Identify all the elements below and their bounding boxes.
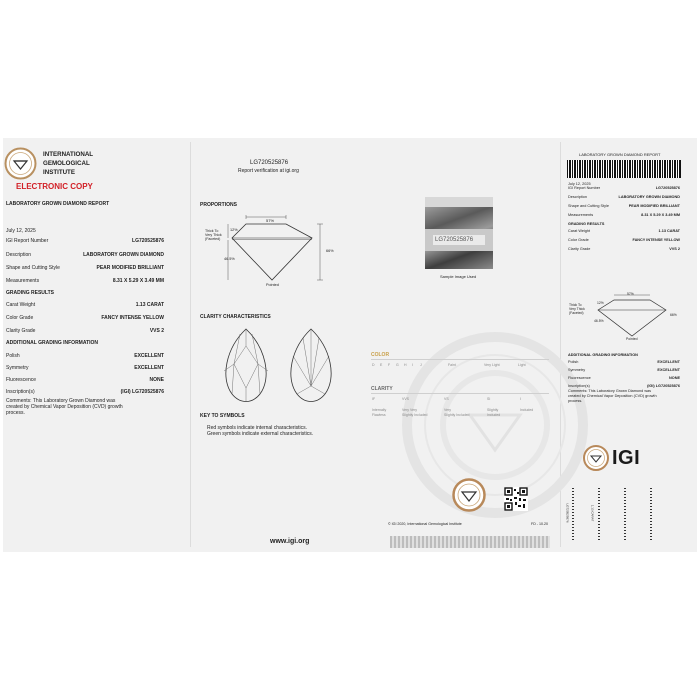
color-letter: D — [372, 363, 375, 367]
clarity-plot-pavilion — [283, 326, 339, 406]
row-label: Fluorescence — [6, 377, 37, 383]
right-grading-row-clarity — [568, 245, 680, 253]
right-comments-line3: process. — [568, 399, 583, 403]
color-word: Light — [518, 363, 526, 367]
color-letter: J — [420, 363, 422, 367]
girdle-label-2: Very Thick — [205, 233, 222, 237]
clarity-scale-line — [371, 393, 549, 394]
clarity-characteristics-title: CLARITY CHARACTERISTICS — [200, 314, 271, 320]
clarity-plot-crown — [218, 326, 274, 406]
row-label: Clarity Grade — [6, 328, 36, 334]
sample-image — [425, 197, 493, 269]
right-proportions-diagram — [594, 292, 674, 340]
right-grading-row-carat — [568, 227, 680, 235]
color-scale-title: COLOR — [371, 352, 390, 358]
row-label: Symmetry — [6, 365, 29, 371]
qr-code-icon — [504, 487, 528, 511]
row-label: Color Grade — [6, 315, 34, 321]
grading-row-carat — [6, 301, 164, 309]
igi-logo-text: IGI — [612, 447, 641, 469]
clarity-word: Flawless — [372, 413, 386, 417]
clarity-grade: I — [520, 397, 521, 401]
row-value: NONE — [669, 376, 680, 380]
row-label: Symmetry — [568, 368, 586, 372]
row-value: 1.13 CARAT — [658, 229, 680, 233]
right-info-row-measurements — [568, 211, 680, 219]
key-line-red: Red symbols indicate internal characteristics. — [207, 425, 308, 431]
row-value: PEAR MODIFIED BRILLIANT — [96, 265, 164, 271]
table-percentage: 57% — [266, 218, 275, 223]
grading-row-clarity — [6, 327, 164, 335]
color-letter: G — [396, 363, 399, 367]
additional-row-inscription — [6, 388, 164, 396]
additional-info-title: ADDITIONAL GRADING INFORMATION — [6, 340, 99, 346]
row-label: Carat Weight — [6, 302, 36, 308]
right-additional-info-title: ADDITIONAL GRADING INFORMATION — [568, 353, 638, 357]
color-word: Very Light — [484, 363, 500, 367]
row-value: 1.13 CARAT — [135, 302, 164, 308]
clarity-word: Slightly Included — [402, 413, 428, 417]
additional-row-polish — [6, 352, 164, 360]
right-table-percentage: 57% — [627, 292, 634, 296]
row-value: EXCELLENT — [134, 353, 164, 359]
comments-line3: process. — [6, 410, 25, 416]
row-value: EXCELLENT — [134, 365, 164, 371]
clarity-grade: VVS — [402, 397, 410, 401]
row-label: Inscription(s) — [6, 389, 35, 395]
clarity-word: Slightly — [487, 408, 499, 412]
summary-rule — [624, 488, 626, 540]
row-label: Clarity Grade — [568, 247, 591, 251]
right-girdle-label-2: Very Thick — [569, 307, 585, 311]
right-info-row-report-number — [568, 184, 680, 192]
culet-label: Pointed — [266, 283, 279, 287]
right-report-date: July 12, 2025 — [568, 182, 591, 186]
row-value: PEAR MODIFIED BRILLIANT — [628, 204, 680, 208]
report-verification-text: Report verification at igi.org — [238, 168, 299, 174]
row-label: Measurements — [6, 278, 40, 284]
key-line-green: Green symbols indicate external characteristics. — [207, 431, 314, 437]
clarity-word: Slightly Included — [444, 413, 470, 417]
right-additional-row-symmetry — [568, 366, 680, 374]
rotated-summary — [565, 488, 678, 540]
info-row-report-number — [6, 237, 164, 245]
row-label: Color Grade — [568, 238, 589, 242]
igi-gold-seal-icon — [452, 478, 486, 512]
comments-line1: Comments: This Laboratory Grown Diamond was — [6, 398, 116, 404]
comments-line2: created by Chemical Vapor Deposition (CVD) growth — [6, 404, 123, 410]
color-letter: E — [380, 363, 383, 367]
row-label: Shape and Cutting Style — [568, 204, 609, 208]
right-grading-row-color — [568, 236, 680, 244]
row-value: LG720525876 — [132, 238, 164, 244]
row-value: VVS 2 — [149, 328, 164, 334]
report-title: LABORATORY GROWN DIAMOND REPORT — [6, 201, 110, 207]
row-label: Fluorescence — [568, 376, 591, 380]
barcode — [567, 160, 681, 178]
right-culet-label: Pointed — [626, 337, 638, 341]
row-label: Description — [568, 195, 587, 199]
center-report-number: LG720525876 — [250, 160, 289, 166]
right-info-row-description — [568, 193, 680, 201]
institute-name-line3: INSTITUTE — [43, 169, 75, 176]
summary-rule — [598, 488, 600, 540]
row-value: 8.31 X 5.29 X 3.49 MM — [641, 213, 680, 217]
clarity-word: Included — [520, 408, 534, 412]
igi-seal-icon — [4, 147, 37, 180]
row-value: LABORATORY GROWN DIAMOND — [83, 252, 164, 258]
form-code: FD - 10.20 — [531, 522, 548, 526]
right-comments-line2: created by Chemical Vapor Deposition (CVD) growth — [568, 394, 657, 398]
color-word: Faint — [448, 363, 456, 367]
grading-results-title: GRADING RESULTS — [6, 290, 54, 296]
clarity-grade: SI — [487, 397, 491, 401]
info-row-shape — [6, 264, 164, 272]
row-value: NONE — [149, 377, 164, 383]
row-value: FANCY INTENSE YELLOW — [632, 238, 680, 242]
info-row-description — [6, 251, 164, 259]
right-crown-percentage: 12% — [597, 301, 604, 305]
row-label: Polish — [568, 360, 579, 364]
electronic-copy-label: ELECTRONIC COPY — [16, 182, 93, 191]
girdle-label-1: Thick To — [205, 229, 219, 233]
additional-row-symmetry — [6, 364, 164, 372]
row-value: (IGI) LG720525876 — [647, 384, 680, 388]
row-value: (IGI) LG720525876 — [120, 389, 164, 395]
row-value: LG720525876 — [655, 186, 680, 190]
right-comments-line1: Comments: This Laboratory Grown Diamond was — [568, 389, 652, 393]
row-value: FANCY INTENSE YELLOW — [101, 315, 164, 321]
row-label: Measurements — [568, 213, 594, 217]
institute-name-line2: GEMOLOGICAL — [43, 160, 90, 167]
row-value: LABORATORY GROWN DIAMOND — [618, 195, 680, 199]
report-date: July 12, 2025 — [6, 228, 36, 234]
row-value: EXCELLENT — [657, 368, 680, 372]
additional-row-fluorescence — [6, 376, 164, 384]
row-label: Carat Weight — [568, 229, 591, 233]
right-depth-percentage: 66% — [670, 313, 677, 317]
clarity-word: Internally — [372, 408, 387, 412]
right-grading-results-title: GRADING RESULTS — [568, 222, 605, 226]
clarity-word: Very — [444, 408, 452, 412]
row-value: 8.31 X 5.29 X 3.49 MM — [112, 278, 164, 284]
depth-percentage: 66% — [326, 249, 334, 253]
igi-logo-seal-icon — [583, 445, 609, 471]
row-label: Polish — [6, 353, 20, 359]
proportions-title: PROPORTIONS — [200, 202, 237, 208]
row-value: EXCELLENT — [657, 360, 680, 364]
row-label: IGI Report Number — [6, 238, 49, 244]
clarity-scale-title: CLARITY — [371, 386, 393, 392]
info-row-measurements — [6, 277, 164, 285]
clarity-word: Included — [487, 413, 501, 417]
row-label: Description — [6, 252, 32, 258]
girdle-label-3: (Faceted) — [205, 237, 221, 241]
sample-inscription: LG720525876 — [435, 237, 474, 243]
clarity-word: Very Very — [402, 408, 417, 412]
institute-name-line1: INTERNATIONAL — [43, 151, 94, 158]
color-letter: H — [404, 363, 407, 367]
rotated-report-number: LG720525876 — [565, 503, 570, 523]
right-info-row-shape — [568, 202, 680, 210]
right-pavilion-percentage: 46.5% — [594, 319, 604, 323]
summary-rule — [650, 488, 652, 540]
right-girdle-label-3: (Faceted) — [569, 311, 584, 315]
website-link[interactable]: www.igi.org — [270, 538, 310, 545]
pavilion-percentage: 46.5% — [224, 257, 235, 261]
right-report-title: LABORATORY GROWN DIAMOND REPORT — [579, 152, 661, 157]
copyright-text: © IGI 2020, International Gemological Institute — [388, 522, 462, 526]
row-value: VVS 2 — [669, 247, 680, 251]
summary-rule — [572, 488, 574, 540]
grading-row-color — [6, 314, 164, 322]
panel-divider — [190, 142, 191, 547]
color-letter: I — [412, 363, 413, 367]
clarity-grade: IF — [372, 397, 376, 401]
key-to-symbols-title: KEY TO SYMBOLS — [200, 413, 245, 419]
row-label: IGI Report Number — [568, 186, 601, 190]
crown-percentage: 12% — [230, 228, 238, 232]
row-label: Inscription(s) — [568, 384, 590, 388]
color-letter: F — [388, 363, 391, 367]
sample-image-caption: Sample Image Used — [440, 274, 477, 279]
row-label: Shape and Cutting Style — [6, 265, 60, 271]
rotated-carat: 1.13 CARAT — [590, 504, 595, 522]
security-strip — [390, 536, 550, 548]
color-scale-line — [371, 359, 549, 360]
clarity-grade: VS — [444, 397, 449, 401]
right-girdle-label-1: Thick To — [569, 303, 582, 307]
right-additional-row-fluorescence — [568, 374, 680, 382]
right-additional-row-polish — [568, 358, 680, 366]
